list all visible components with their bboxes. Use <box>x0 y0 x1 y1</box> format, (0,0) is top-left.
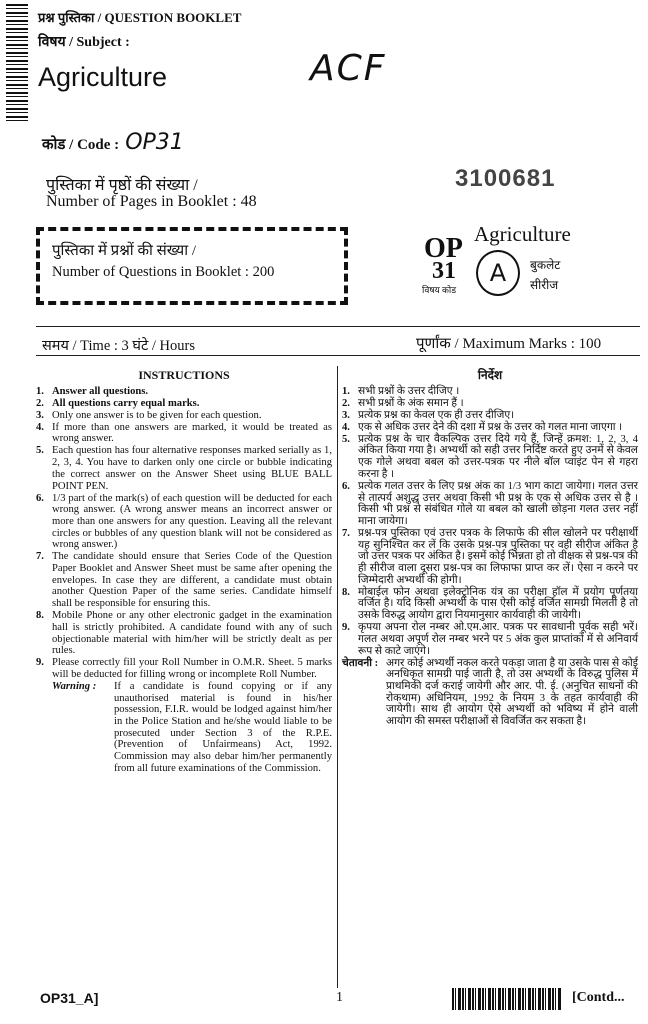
series-label-hindi: सीरीज <box>530 278 559 292</box>
item-number: 6. <box>36 492 44 504</box>
item-number: 5. <box>342 433 350 445</box>
paper-op: OP <box>424 233 463 264</box>
item-text: Please correctly fill your Roll Number in O.M.R. Sheet. 5 marks will be deducted for filling wrong or incomplete Roll Number. <box>52 657 332 680</box>
list-item <box>342 481 638 528</box>
warning-text: If a candidate is found copying or if any unauthorised material is found in his/her possession, F.I.R. would be lodged against him/her in the Police Station and he/she would liable to be prosecuted under Section 3 of the R.P.E. (Prevention of Unfairmeans) Act, 1992. Commission may also debar him/her permanently from all future examinations of the Commission. <box>114 680 332 774</box>
list-item <box>342 587 638 622</box>
item-number: 4. <box>36 421 44 433</box>
code-label: कोड / Code : <box>42 137 120 153</box>
item-text: एक से अधिक उत्तर देने की दशा में प्रश्न के उत्तर को गलत माना जाएगा । <box>358 421 623 433</box>
subject-label: विषय / Subject : <box>38 35 130 50</box>
booklet-label-hindi: बुकलेट <box>530 258 561 272</box>
list-item <box>342 422 638 434</box>
item-text: The candidate should ensure that Series Code of the Question Paper Booklet and Answer Sheet must be same after opening the envelopes. In case they are different, a candidate must obtain another Question Paper of the same series. Candidate himself shall be responsible for ensuring this. <box>52 551 332 610</box>
paper-number: 31 <box>432 258 456 284</box>
item-text: Answer all questions. <box>52 385 149 397</box>
column-divider <box>337 366 338 988</box>
list-item <box>342 398 638 410</box>
list-item <box>36 410 332 422</box>
divider-top <box>36 326 640 327</box>
subject-code-label: विषय कोड <box>422 285 457 295</box>
list-item <box>36 422 332 445</box>
item-text: All questions carry equal marks. <box>52 397 200 409</box>
list-item <box>342 386 638 398</box>
footer-code: OP31_A] <box>40 990 99 1006</box>
page-number: 1 <box>336 990 343 1005</box>
side-barcode <box>6 4 28 122</box>
item-number: 3. <box>36 409 44 421</box>
item-text: प्रश्न-पत्र पुस्तिका एवं उत्तर पत्रक के लिफाफे की सील खोलने पर परीक्षार्थी यह सुनिश्चित कर लें कि उसके प्रश्न-पत्र पुस्तिका पर वही सीरीज अंकित है जो उत्तर पत्रक पर अंकित है। इसमें कोई भिन्नता हो तो वीक्षक से प्रश्न-पत्र की ही सीरीज वाला दूसरा प्रश्न-पत्र का लिफाफा प्राप्त कर लें। ऐसा न करने पर जिम्मेदारी अभ्यर्थी की होगी। <box>358 527 638 586</box>
item-text: प्रत्येक प्रश्न का केवल एक ही उत्तर दीजिए। <box>358 409 515 421</box>
item-number: 3. <box>342 409 350 421</box>
list-item <box>36 386 332 398</box>
item-number: 7. <box>342 527 350 539</box>
list-item <box>36 551 332 610</box>
divider-mid <box>36 355 640 356</box>
instructions-title: INSTRUCTIONS <box>138 368 230 382</box>
pages-label-english: Number of Pages in Booklet : 48 <box>46 193 257 210</box>
list-item <box>36 445 332 492</box>
item-text: If more than one answers are marked, it would be treated as wrong answer. <box>52 421 332 445</box>
item-text: सभी प्रश्नों के उत्तर दीजिए । <box>358 385 460 397</box>
subject-title: Agriculture <box>38 62 168 92</box>
item-number: 8. <box>342 586 350 598</box>
instructions-list <box>36 386 332 681</box>
warning-label: Warning : <box>52 680 97 692</box>
paper-subject: Agriculture <box>474 222 571 246</box>
item-text: सभी प्रश्नों के अंक समान हैं । <box>358 397 464 409</box>
item-number: 1. <box>36 385 44 397</box>
item-text: Mobile Phone or any other electronic gadget in the examination hall is strictly prohibited. A candidate found with any of such objectionable material with him/her will be strictly dealt as per rules. <box>52 610 332 657</box>
booklet-label: प्रश्न पुस्तिका / QUESTION BOOKLET <box>38 10 242 25</box>
time-line: समय / Time : 3 घंटे / Hours <box>42 338 196 354</box>
item-number: 8. <box>36 610 44 622</box>
list-item <box>36 610 332 657</box>
warning-label-hindi: चेतावनी : <box>342 657 379 669</box>
item-number: 2. <box>342 397 350 409</box>
pages-label-hindi: पुस्तिका में पृष्ठों की संख्या / <box>46 177 198 194</box>
item-number: 5. <box>36 445 44 457</box>
warning-text-hindi: अगर कोई अभ्यर्थी नकल करते पकड़ा जाता है या उसके पास से कोई अनधिकृत सामग्री पाई जाती है, तो उस अभ्यर्थी के विरुद्ध पुलिस में प्राथमिकी दर्ज कराई जायेगी और आर. पी. ई. (अनुचित साधनों की रोकथाम) अधिनियम, 1992 के नियम 3 के तहत कार्यवाही की जायेगी। साथ ही आयोग ऐसे अभ्यर्थी को भविष्य में होने वाली आयोग की समस्त परीक्षाओं से विवर्जित कर सकता है। <box>386 657 638 728</box>
item-text: Each question has four alternative responses marked serially as 1, 2, 3, 4. You have to darken only one circle or bubble indicating the correct answer on the Answer Sheet using BLUE BALL POINT PEN. <box>52 445 332 492</box>
series-set-circle: A <box>476 250 520 296</box>
footer-barcode <box>452 988 562 1010</box>
list-item <box>342 410 638 422</box>
item-text: मोबाईल फोन अथवा इलेक्ट्रोनिक यंत्र का परीक्षा हॉल में प्रयोग पूर्णतया वर्जित है। यदि किसी अभ्यर्थी के पास ऐसी कोई वर्जित सामग्री मिलती है तो उसके विरुद्ध आयोग द्वारा नियमानुसार कार्यवाही की जायेगी। <box>358 586 638 622</box>
item-number: 6. <box>342 480 350 492</box>
continued-label: [Contd... <box>572 990 625 1005</box>
questions-label-hindi: पुस्तिका में प्रश्नों की संख्या / <box>52 243 197 259</box>
list-item <box>36 657 332 680</box>
list-item <box>342 434 638 481</box>
item-number: 1. <box>342 385 350 397</box>
max-marks-line: पूर्णांक / Maximum Marks : 100 <box>416 336 602 352</box>
code-value: OP31 <box>125 130 184 155</box>
item-text: प्रत्येक प्रश्न के चार वैकल्पिक उत्तर दिये गये हैं, जिन्हें क्रमश: 1, 2, 3, 4 अंकित किया गया है। अभ्यर्थी को सही उत्तर निर्दिष्ट करते हुए उनमें से केवल एक गोले अथवा बबल को उत्तर-पत्रक पर नीले बॉल प्वाइंट पेन से गहरा करना है । <box>358 433 638 480</box>
item-text: Only one answer is to be given for each question. <box>52 409 262 421</box>
list-item <box>342 528 638 587</box>
item-number: 9. <box>342 622 350 634</box>
list-item <box>36 398 332 410</box>
item-number: 9. <box>36 657 44 669</box>
handwritten-mark: ACF <box>310 48 387 89</box>
instructions-english <box>36 370 332 775</box>
item-number: 2. <box>36 397 44 409</box>
item-number: 7. <box>36 551 44 563</box>
instructions-hindi <box>342 370 638 728</box>
nirdesh-title: निर्देश <box>477 368 503 382</box>
item-text: प्रत्येक गलत उत्तर के लिए प्रश्न अंक का 1/3 भाग काटा जायेगा। गलत उत्तर से तात्पर्य अशुद्ध उत्तर अथवा किसी भी प्रश्न के एक से अधिक उत्तर से है । किसी भी प्रश्न से संबंधित गोले या बबल को खाली छोड़ना गलत उत्तर नहीं माना जायेगा। <box>358 480 638 527</box>
item-number: 4. <box>342 421 350 433</box>
warning-hindi <box>342 658 638 728</box>
code-line <box>42 130 184 155</box>
serial-number: 3100681 <box>455 165 556 192</box>
warning-english <box>36 681 332 775</box>
list-item <box>36 493 332 552</box>
questions-label-english: Number of Questions in Booklet : 200 <box>52 264 275 280</box>
nirdesh-list <box>342 386 638 658</box>
item-text: 1/3 part of the mark(s) of each question will be deducted for each wrong answer. (A wrong answer means an incorrect answer or more than one answers for any question. Leaving all the relevant circles or bubbles of any question blank will not be considered as wrong answer.) <box>52 492 332 551</box>
item-text: कृपया अपना रोल नम्बर ओ.एम.आर. पत्रक पर सावधानी पूर्वक सही भरें। गलत अथवा अपूर्ण रोल नम्बर भरने पर 5 अंक कुल प्राप्तांकों में से अनिवार्य रूप से काटे जाएंगे। <box>358 622 638 657</box>
list-item <box>342 622 638 657</box>
